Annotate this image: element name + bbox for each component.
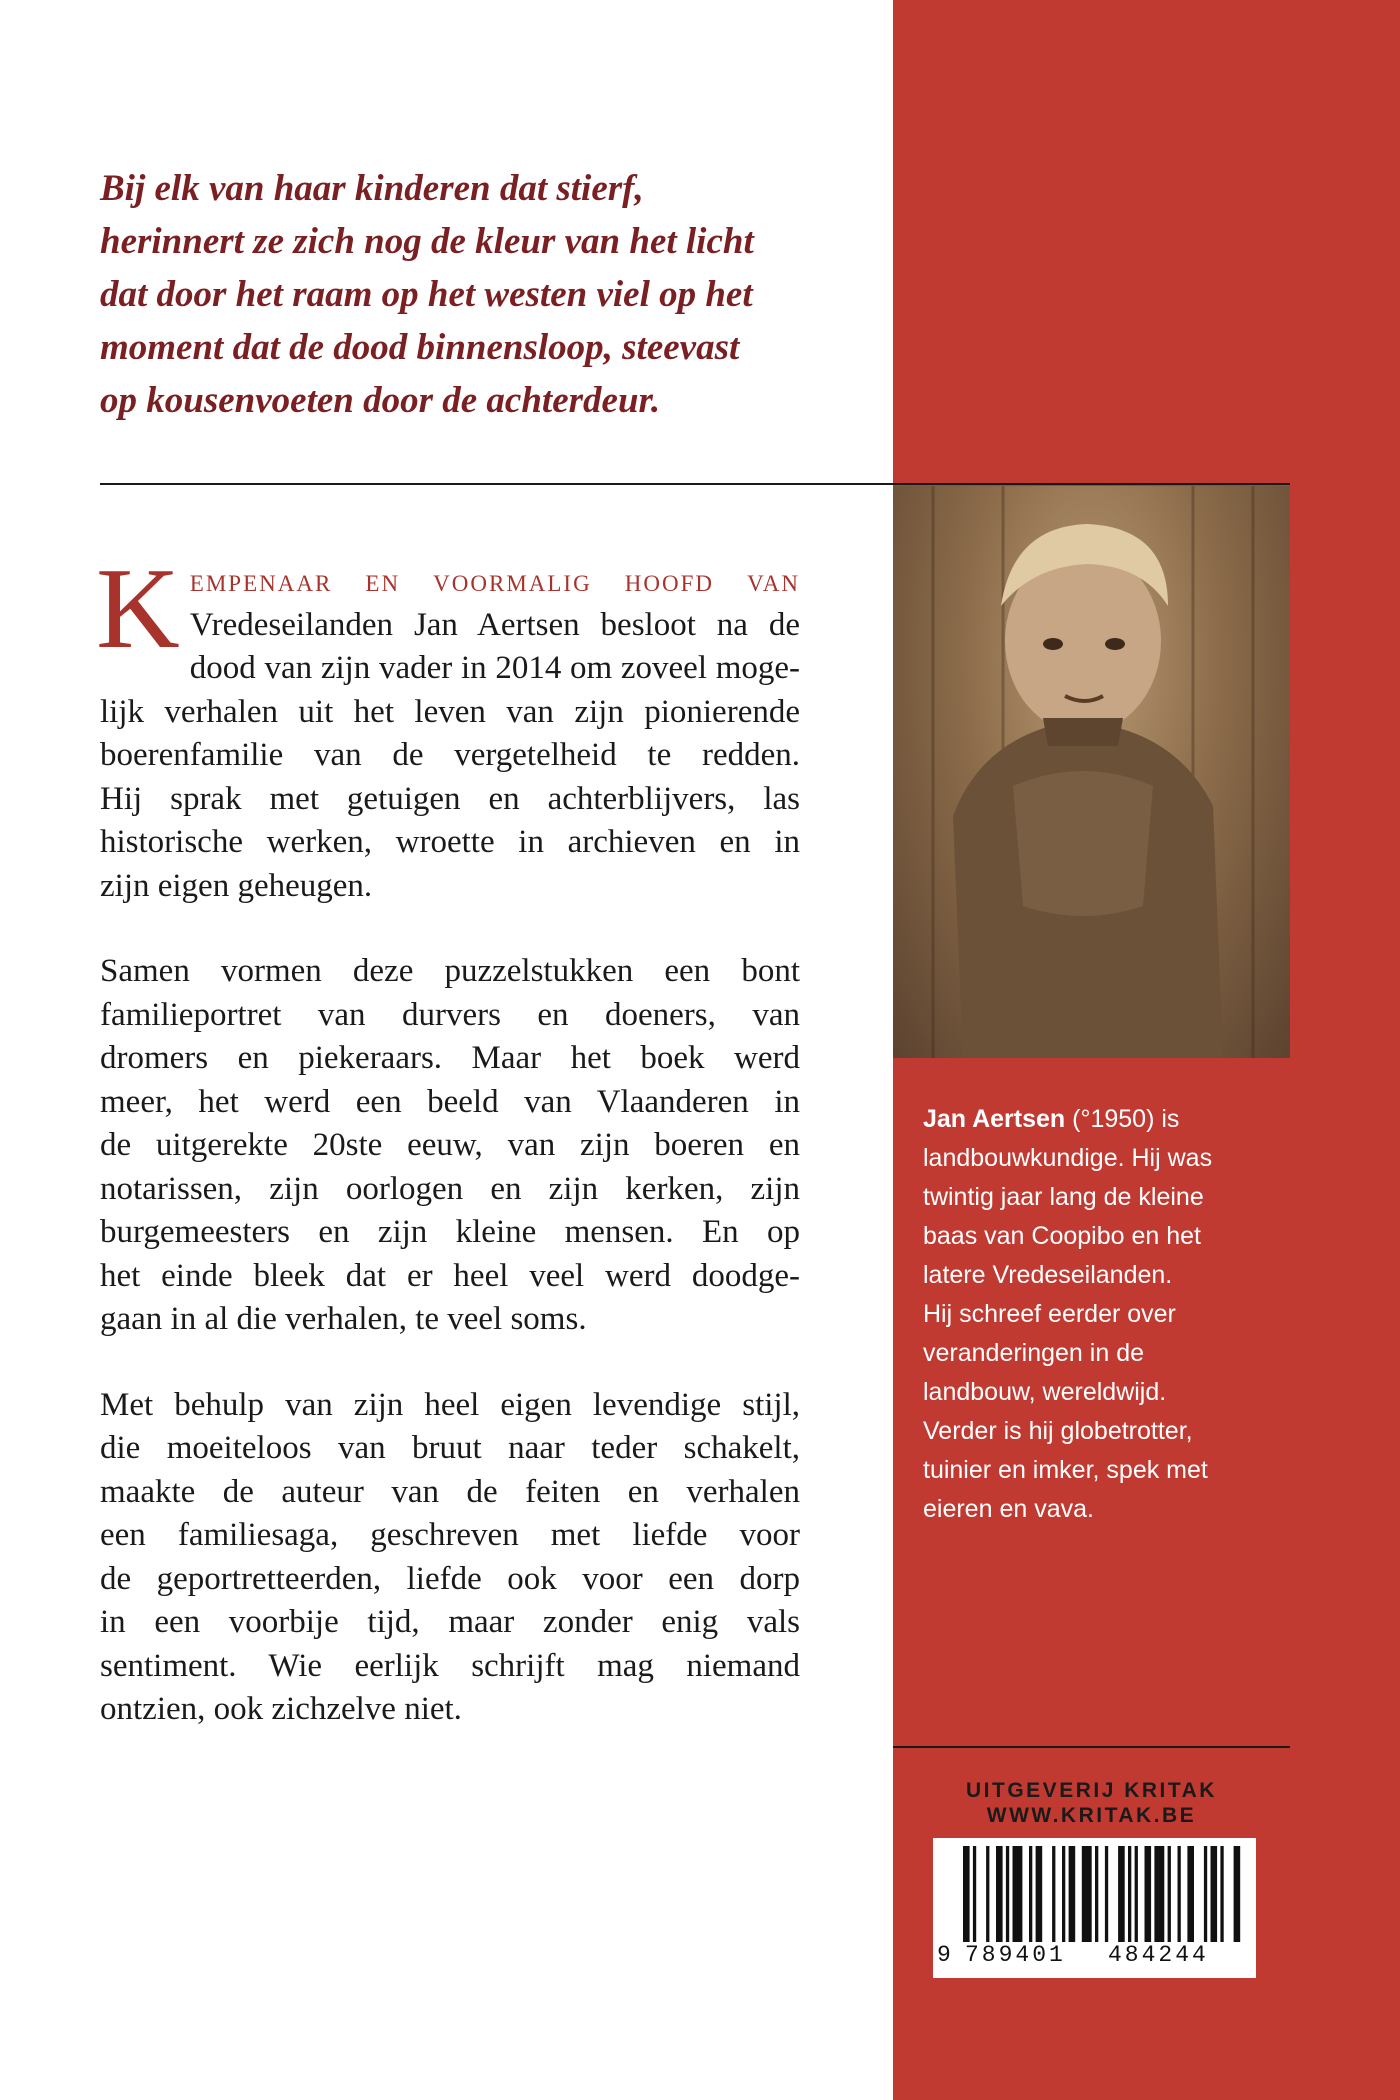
blurb-line: het einde bleek dat er heel veel werd doodge- xyxy=(100,1257,800,1294)
blurb-line: in een voorbije tijd, maar zonder enig vals xyxy=(100,1604,800,1640)
author-name: Jan Aertsen xyxy=(923,1105,1066,1133)
publisher-block xyxy=(893,1778,1290,1828)
quote-line: Bij elk van haar kinderen dat stierf, xyxy=(100,168,644,209)
author-bio-line: Verder is hij globetrotter, xyxy=(923,1417,1193,1445)
blurb-line: dromers en piekeraars. Maar het boek werd xyxy=(100,1040,800,1076)
blurb-line: zijn eigen geheugen. xyxy=(100,867,373,904)
quote-line: herinnert ze zich nog de kleur van het licht xyxy=(100,221,754,262)
blurb-line: Vredeseilanden Jan Aertsen besloot na de xyxy=(189,606,800,643)
barcode-digits-left: 789401 xyxy=(965,1942,1066,1968)
blurb-line: Hij sprak met getuigen en achterblijvers, las xyxy=(100,780,800,817)
blurb-line xyxy=(100,560,800,604)
author-bio-line: veranderingen in de xyxy=(923,1339,1144,1367)
blurb-line: meer, het werd een beeld van Vlaanderen in xyxy=(100,1083,800,1120)
author-bio-line: eieren en vava. xyxy=(923,1495,1094,1523)
blurb-paragraph-3 xyxy=(100,1384,800,1732)
author-bio-line: landbouwkundige. Hij was xyxy=(923,1144,1213,1172)
smallcaps-lead: empenaar en voormalig hoofd van xyxy=(189,563,800,599)
bottom-divider xyxy=(893,1746,1290,1748)
author-bio-line: twintig jaar lang de kleine xyxy=(923,1183,1204,1211)
blurb-text xyxy=(96,545,800,1774)
publisher-website: WWW.KRITAK.BE xyxy=(986,1804,1197,1827)
top-divider xyxy=(100,483,1290,485)
author-bio-line: landbouw, wereldwijd. xyxy=(923,1378,1167,1406)
blurb-paragraph-1 xyxy=(96,545,800,908)
blurb-line: gaan in al die verhalen, te veel soms. xyxy=(100,1301,587,1337)
quote-line: op kousenvoeten door de achterdeur. xyxy=(100,380,661,421)
blurb-line: dood van zijn vader in 2014 om zoveel moge- xyxy=(189,650,800,686)
author-bio xyxy=(923,1100,1268,1529)
barcode-digit-first: 9 xyxy=(937,1942,954,1968)
barcode-bars xyxy=(941,1846,1248,1942)
author-childhood-photo xyxy=(893,486,1290,1058)
barcode-digits-right: 484244 xyxy=(1108,1942,1209,1968)
blurb-line: een familiesaga, geschreven met liefde voor xyxy=(100,1517,800,1553)
blurb-line: die moeiteloos van bruut naar teder schakelt, xyxy=(100,1430,800,1466)
quote-line: moment dat de dood binnensloop, steevast xyxy=(100,327,740,368)
isbn-barcode xyxy=(933,1838,1256,1978)
author-bio-line: latere Vredeseilanden. xyxy=(923,1261,1173,1289)
blurb-line: notarissen, zijn oorlogen en zijn kerken, zijn xyxy=(100,1170,800,1207)
blurb-line: boerenfamilie van de vergetelheid te redden. xyxy=(100,737,800,773)
back-cover-quote xyxy=(100,162,880,427)
blurb-line: lijk verhalen uit het leven van zijn pionierende xyxy=(100,693,800,730)
publisher-name: UITGEVERIJ KRITAK xyxy=(966,1779,1217,1802)
blurb-line: ontzien, ook zichzelve niet. xyxy=(100,1691,462,1727)
author-bio-line: baas van Coopibo en het xyxy=(923,1222,1201,1250)
blurb-line: historische werken, wroette in archieven en in xyxy=(100,824,800,860)
author-bio-first-line xyxy=(923,1100,1268,1139)
blurb-line: Met behulp van zijn heel eigen levendige stijl, xyxy=(100,1386,800,1423)
sepia-boy-photo-illustration xyxy=(893,486,1290,1058)
blurb-line: sentiment. Wie eerlijk schrijft mag niemand xyxy=(100,1647,800,1684)
author-bio-line: Hij schreef eerder over xyxy=(923,1300,1176,1328)
blurb-line: de uitgerekte 20ste eeuw, van zijn boeren en xyxy=(100,1127,800,1163)
drop-cap: K xyxy=(96,545,180,673)
quote-line: dat door het raam op het westen viel op het xyxy=(100,274,753,315)
author-bio-line: tuinier en imker, spek met xyxy=(923,1456,1208,1484)
blurb-paragraph-2 xyxy=(100,950,800,1342)
author-birth: (°1950) is xyxy=(1065,1105,1180,1133)
blurb-line: burgemeesters en zijn kleine mensen. En op xyxy=(100,1214,800,1250)
blurb-line: maakte de auteur van de feiten en verhalen xyxy=(100,1473,800,1510)
blurb-line: familieportret van durvers en doeners, van xyxy=(100,996,800,1033)
blurb-line: Samen vormen deze puzzelstukken een bont xyxy=(100,953,800,989)
blurb-line: de geportretteerden, liefde ook voor een dorp xyxy=(100,1560,800,1597)
